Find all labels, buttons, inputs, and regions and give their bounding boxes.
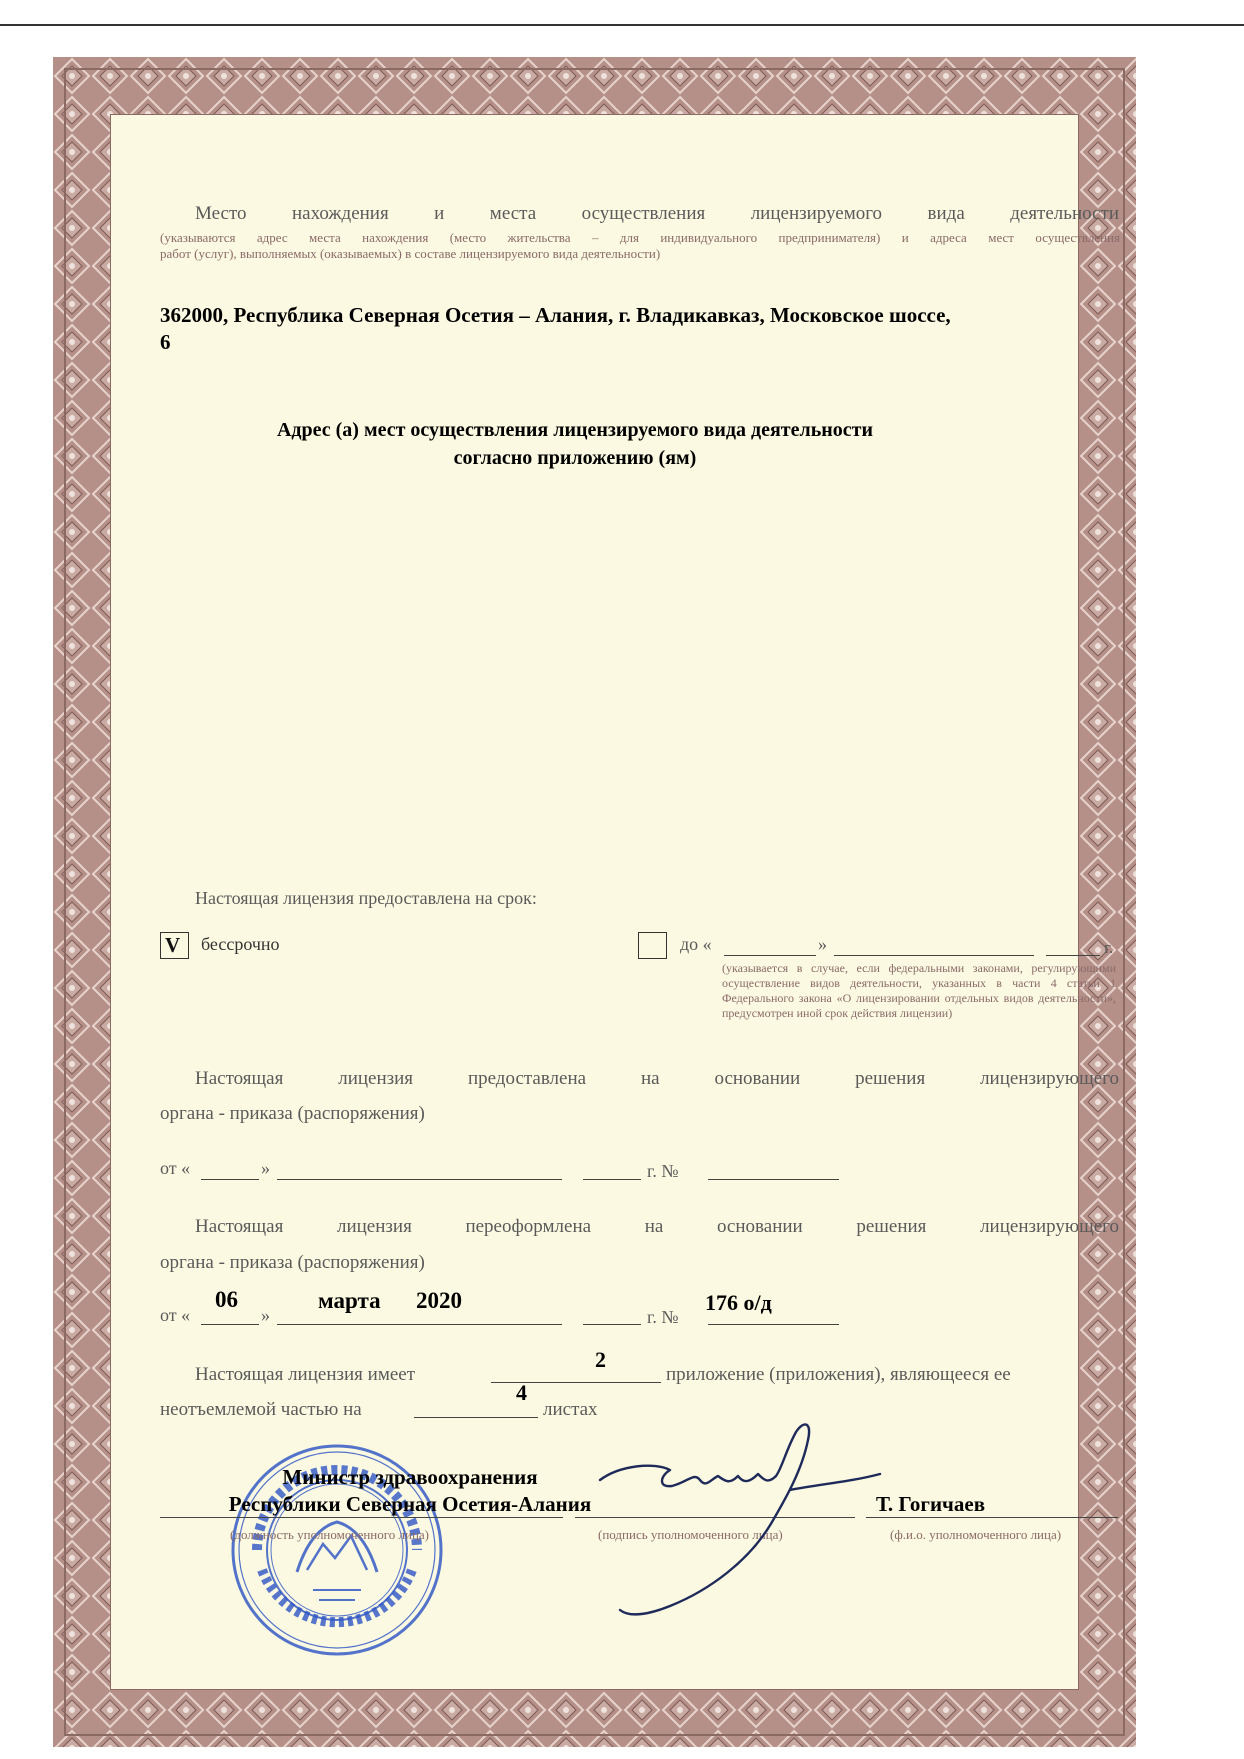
granted-month-line <box>277 1179 562 1180</box>
until-label: до « <box>680 934 712 954</box>
granted-day-line <box>201 1179 259 1180</box>
reissued-number-line <box>708 1324 839 1325</box>
granted-year-suffix: г. № <box>647 1161 679 1181</box>
signatory-position-line-2: Республики Северная Осетия-Алания <box>228 1492 592 1516</box>
reissued-from-close: » <box>261 1305 270 1325</box>
attachments-line-2-start: неотъемлемой частью на <box>160 1399 362 1420</box>
reissued-line-1: Настоящая лицензия переоформлена на основании решения лицензирующего <box>195 1216 1119 1237</box>
caption-position: (должность уполномоченного лица) <box>230 1527 430 1542</box>
address-line-2: 6 <box>160 330 171 354</box>
until-day-line <box>724 955 816 956</box>
attachments-line-2-end: листах <box>543 1399 598 1420</box>
location-hint-2: работ (услуг), выполняемых (оказываемых) в составе лицензируемого вида деятельности) <box>160 246 661 261</box>
unlimited-label: бессрочно <box>201 934 280 954</box>
granted-line-1: Настоящая лицензия предоставлена на основании решения лицензирующего <box>195 1068 1119 1089</box>
until-close-quote: » <box>818 934 827 954</box>
handwritten-signature <box>560 1410 900 1640</box>
name-line <box>866 1517 1118 1518</box>
caption-signature: (подпись уполномоченного лица) <box>598 1527 783 1542</box>
until-year-suffix: г. <box>1104 938 1114 957</box>
granted-year-line <box>583 1179 641 1180</box>
appendix-note-line-1: Адрес (а) мест осуществления лицензируемого вида деятельности <box>276 419 874 441</box>
reissued-line-2: органа - приказа (распоряжения) <box>160 1252 425 1273</box>
reissued-year: 2020 <box>416 1288 462 1313</box>
reissued-month: марта <box>318 1288 381 1313</box>
reissued-month-line <box>277 1324 562 1325</box>
reissued-from-prefix: от « <box>160 1305 191 1325</box>
address-line-1: 362000, Республика Северная Осетия – Алания, г. Владикавказ, Московское шоссе, <box>160 303 951 327</box>
reissued-day-line <box>201 1324 259 1325</box>
granted-number-line <box>708 1179 839 1180</box>
granted-from-close: » <box>261 1158 270 1178</box>
scan-top-edge <box>0 24 1244 26</box>
signatory-position-line-1: Министр здравоохранения <box>282 1465 538 1489</box>
term-hint: (указывается в случае, если федеральными законами, регулирующими осуществление видов деятельности, указанных в части 4 статьи 1 Федерального закона «О лицензировании отдельных видов деятельности», предусмотрен иной срок действия лицензии) <box>722 961 1116 1020</box>
appendix-note-line-2: согласно приложению (ям) <box>453 447 697 469</box>
granted-line-2: органа - приказа (распоряжения) <box>160 1103 425 1124</box>
attachments-sheets-line <box>414 1417 538 1418</box>
unlimited-checkbox <box>160 932 189 959</box>
term-heading: Настоящая лицензия предоставлена на срок: <box>195 888 537 908</box>
location-heading: Место нахождения и места осуществления лицензируемого вида деятельности <box>195 203 1119 224</box>
unlimited-check-mark: V <box>165 933 181 957</box>
position-line <box>160 1517 563 1518</box>
caption-name: (ф.и.о. уполномоченного лица) <box>890 1527 1062 1542</box>
reissued-year-suffix: г. № <box>647 1307 679 1327</box>
reissued-number: 176 о/д <box>705 1290 772 1315</box>
attachments-line-1-start: Настоящая лицензия имеет <box>195 1364 416 1385</box>
attachments-count: 2 <box>595 1347 606 1372</box>
reissued-year-line <box>583 1324 641 1325</box>
signatory-name: Т. Гогичаев <box>876 1492 986 1516</box>
until-checkbox <box>638 932 667 959</box>
until-year-line <box>1046 955 1100 956</box>
attachments-sheets: 4 <box>516 1380 527 1405</box>
granted-from-prefix: от « <box>160 1158 191 1178</box>
reissued-day: 06 <box>215 1287 238 1312</box>
attachments-line-1-end: приложение (приложения), являющееся ее <box>666 1364 1011 1385</box>
until-month-line <box>834 955 1034 956</box>
location-hint-1: (указываются адрес места нахождения (место жительства – для индивидуального предпринимателя) и адреса мест осуществления <box>160 230 1120 245</box>
